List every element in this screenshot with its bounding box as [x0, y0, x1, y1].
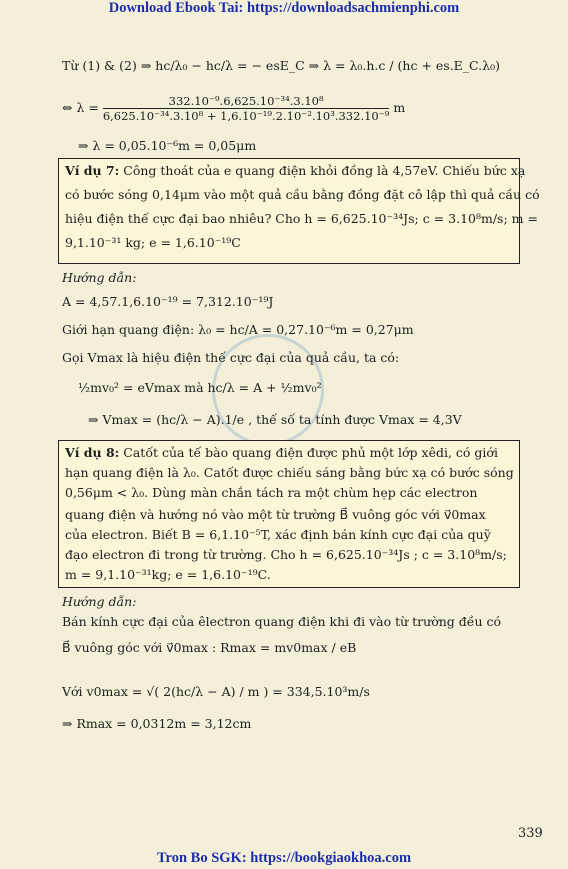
solution-8-d: ⇒ Rmax = 0,0312m = 3,12cm	[62, 716, 252, 731]
solution-7-b: Giới hạn quang điện: λ₀ = hc/A = 0,27.10⁻⁶m = 0,27μm	[62, 322, 414, 337]
solution-7-a: A = 4,57.1,6.10⁻¹⁹ = 7,312.10⁻¹⁹J	[62, 294, 274, 309]
page-number: 339	[518, 826, 543, 841]
lambda-fraction	[103, 94, 390, 123]
solution-7-e: ⇒ Vmax = (hc/λ − A).1/e , thế số ta tính được Vmax = 4,3V	[88, 412, 462, 427]
solution-7-heading: Hướng dẫn:	[62, 270, 137, 285]
example-8-box	[58, 440, 520, 588]
example-8-line-6: đạo electron đi trong từ trường. Cho h = 6,625.10⁻³⁴Js ; c = 3.10⁸m/s;	[65, 547, 507, 562]
solution-8-b: B⃗ vuông góc với v⃗0max : Rmax = mv0max / eB	[62, 640, 357, 655]
example-8-line-4: quang điện và hướng nó vào một từ trường B⃗ vuông góc với v⃗0max	[65, 507, 486, 522]
example-7-title: Ví dụ 7:	[65, 163, 120, 178]
lambda-denominator: 6,625.10⁻³⁴.3.10⁸ + 1,6.10⁻¹⁹.2.10⁻².10³.332.10⁻⁹	[102, 109, 390, 123]
lambda-numerator: 332.10⁻⁹.6,625.10⁻³⁴.3.10⁸	[103, 94, 390, 109]
derivation-line-1: Từ (1) & (2) ⇒ hc/λ₀ − hc/λ = − esE_C ⇒ λ = λ₀.h.c / (hc + es.E_C.λ₀)	[62, 58, 500, 73]
derivation-line-3: ⇒ λ = 0,05.10⁻⁶m = 0,05μm	[78, 138, 257, 153]
example-8-line-5: của electron. Biết B = 6,1.10⁻⁵T, xác định bán kính cực đại của quỹ	[65, 527, 491, 542]
solution-7-d: ½mv₀² = eVmax mà hc/λ = A + ½mv₀²	[78, 380, 322, 395]
equiv-lambda: ⇔ λ =	[62, 100, 99, 115]
solution-8-c: Với v0max = √( 2(hc/λ − A) / m ) = 334,5.10³m/s	[62, 684, 370, 699]
solution-8-heading: Hướng dẫn:	[62, 594, 137, 609]
example-7-box	[58, 158, 540, 264]
lambda-unit: m	[393, 100, 406, 115]
example-7-line-3: hiệu điện thế cực đại bao nhiêu? Cho h = 6,625.10⁻³⁴Js; c = 3.10⁸m/s; m =	[65, 211, 538, 226]
solution-8-a: Bán kính cực đại của êlectron quang điện khi đi vào từ trường đều có	[62, 614, 502, 629]
example-8-line-1	[65, 445, 498, 460]
example-8-line-7: m = 9,1.10⁻³¹kg; e = 1,6.10⁻¹⁹C.	[65, 567, 271, 582]
example-7-line-1	[65, 163, 525, 178]
derivation-line-2	[62, 94, 405, 123]
example-7-line-4: 9,1.10⁻³¹ kg; e = 1,6.10⁻¹⁹C	[65, 235, 241, 250]
example-8-text-1: Catốt của tế bào quang điện được phủ một lớp xêdi, có giới	[123, 445, 498, 460]
download-header[interactable]: Download Ebook Tai: https://downloadsachmienphi.com	[108, 0, 460, 16]
example-7-text-1: Công thoát của e quang điện khỏi đồng là 4,57eV. Chiếu bức xạ	[123, 163, 526, 178]
example-8-line-2: hạn quang điện là λ₀. Catốt được chiếu sáng bằng bức xạ có bước sóng	[65, 465, 514, 480]
example-7-line-2: có bước sóng 0,14μm vào một quả cầu bằng đồng đặt cô lập thì quả cầu có	[65, 187, 540, 202]
example-8-line-3: 0,56μm < λ₀. Dùng màn chắn tách ra một chùm hẹp các electron	[65, 485, 478, 500]
example-8-title: Ví dụ 8:	[65, 445, 120, 460]
sgk-footer[interactable]: Tron Bo SGK: https://bookgiaokhoa.com	[156, 850, 412, 866]
solution-7-c: Gọi Vmax là hiệu điện thế cực đại của quả cầu, ta có:	[62, 350, 400, 365]
